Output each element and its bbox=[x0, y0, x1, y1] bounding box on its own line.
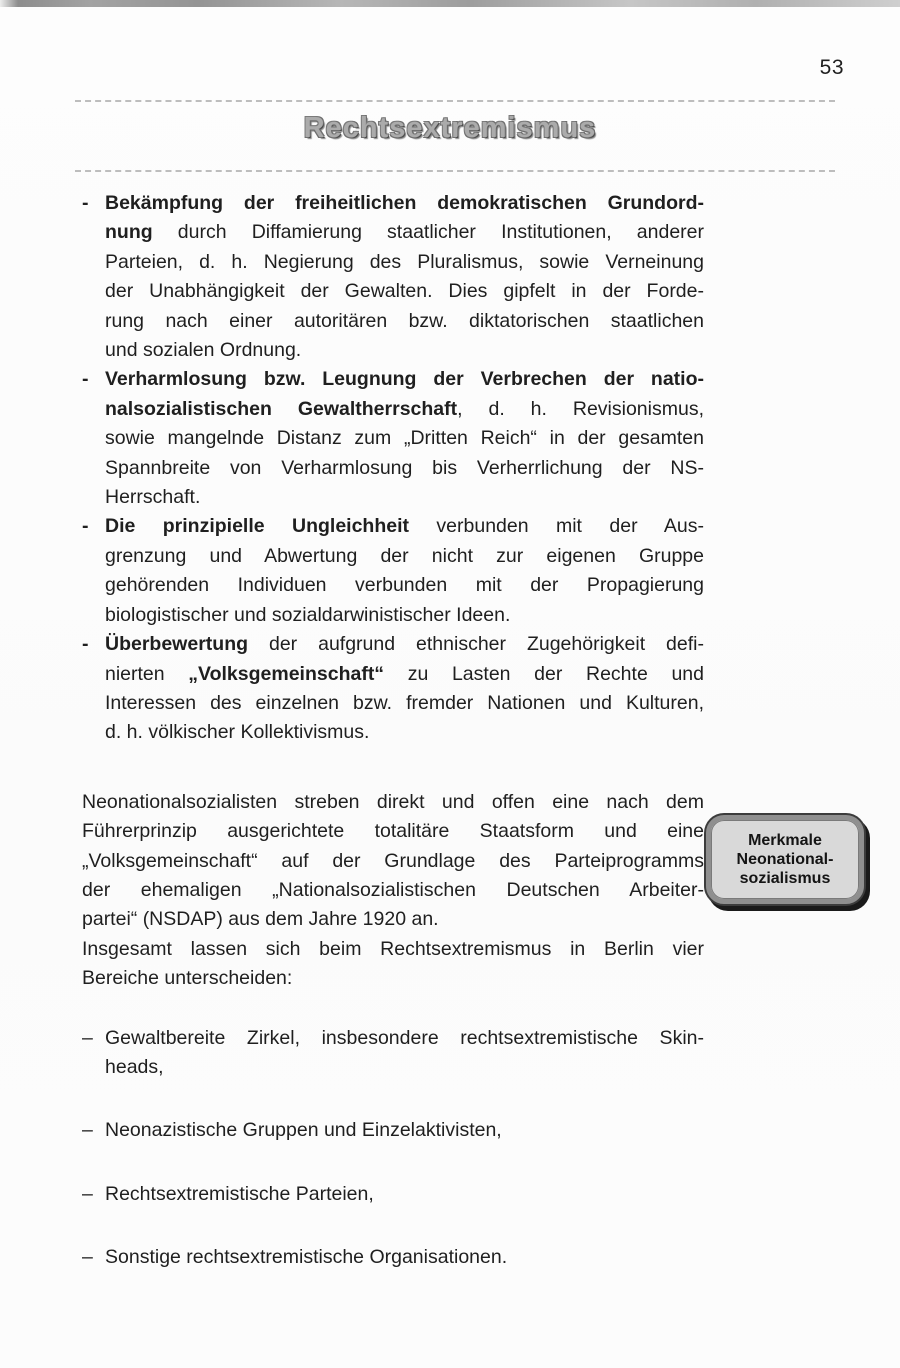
text-line: grenzung und Abwertung der nicht zur eigenen Gruppe bbox=[105, 544, 704, 567]
text-line: Neonazistische Gruppen und Einzelaktivisten, bbox=[105, 1119, 502, 1142]
text-line: Interessen des einzelnen bzw. fremder Nationen und Kulturen, bbox=[105, 691, 704, 714]
page-number: 53 bbox=[819, 56, 844, 79]
bullet-item bbox=[82, 512, 704, 630]
text-line: Herrschaft. bbox=[105, 486, 201, 509]
bullet-item bbox=[82, 630, 704, 748]
text-line: Sonstige rechtsextremistische Organisationen. bbox=[105, 1246, 508, 1269]
bullet-item bbox=[82, 365, 704, 512]
text-line: partei“ (NSDAP) aus dem Jahre 1920 an. bbox=[82, 908, 439, 931]
text-line: Bekämpfung der freiheitlichen demokratischen Grundord- bbox=[105, 192, 704, 214]
dash-item-marker: – bbox=[82, 1182, 93, 1205]
text-line: nalsozialistischen Gewaltherrschaft, d. h. Revisionismus, bbox=[105, 397, 704, 420]
paragraph bbox=[82, 935, 704, 994]
text-line: sowie mangelnde Distanz zum „Dritten Reich“ in der gesamten bbox=[105, 427, 704, 450]
dash-item bbox=[82, 1243, 704, 1272]
paragraphs-section bbox=[82, 788, 704, 994]
margin-note-box bbox=[706, 815, 864, 904]
document-body bbox=[82, 189, 704, 1273]
text-line: Insgesamt lassen sich beim Rechtsextremismus in Berlin vier bbox=[82, 937, 704, 960]
text-line: heads, bbox=[105, 1055, 164, 1078]
bullet-item-marker: - bbox=[82, 368, 89, 391]
text-line: biologistischer und sozialdarwinistischer Ideen. bbox=[105, 603, 511, 626]
dash-item bbox=[82, 1180, 704, 1209]
margin-note-line: sozialismus bbox=[739, 870, 831, 887]
text-line: d. h. völkischer Kollektivismus. bbox=[105, 721, 370, 744]
dashed-rule-top bbox=[75, 100, 835, 102]
dash-item-marker: – bbox=[82, 1026, 93, 1049]
dash-item-marker: – bbox=[82, 1246, 93, 1269]
dashed-rule-bottom bbox=[75, 170, 835, 172]
text-line: Gewaltbereite Zirkel, insbesondere rechtsextremistische Skin- bbox=[105, 1026, 704, 1049]
text-line: der ehemaligen „Nationalsozialistischen Deutschen Arbeiter- bbox=[82, 878, 704, 901]
margin-note-line: Merkmale bbox=[748, 832, 822, 849]
text-line: Rechtsextremistische Parteien, bbox=[105, 1182, 374, 1205]
text-line: der Unabhängigkeit der Gewalten. Dies gipfelt in der Forde- bbox=[105, 280, 704, 303]
text-line: „Volksgemeinschaft“ auf der Grundlage des Parteiprogramms bbox=[82, 849, 704, 872]
dash-item bbox=[82, 1024, 704, 1083]
text-line: Neonationalsozialisten streben direkt und offen eine nach dem bbox=[82, 790, 704, 813]
scan-edge-artifact bbox=[0, 0, 900, 7]
text-line: Die prinzipielle Ungleichheit verbunden mit der Aus- bbox=[105, 515, 704, 538]
text-line: rung nach einer autoritären bzw. diktatorischen staatlichen bbox=[105, 309, 704, 332]
text-line: nung durch Diffamierung staatlicher Institutionen, anderer bbox=[105, 221, 704, 244]
dash-list bbox=[82, 1024, 704, 1273]
text-line: Bereiche unterscheiden: bbox=[82, 967, 293, 990]
bullet-item bbox=[82, 189, 704, 365]
bullet-item-marker: - bbox=[82, 192, 89, 214]
text-line: Überbewertung der aufgrund ethnischer Zugehörigkeit defi- bbox=[105, 633, 704, 656]
text-line: Parteien, d. h. Negierung des Pluralismus, sowie Verneinung bbox=[105, 250, 704, 273]
text-line: Führerprinzip ausgerichtete totalitäre Staatsform und eine bbox=[82, 820, 704, 843]
dash-item bbox=[82, 1116, 704, 1145]
text-line: Verharmlosung bzw. Leugnung der Verbrechen der natio- bbox=[105, 368, 704, 391]
dash-item-marker: – bbox=[82, 1119, 93, 1142]
bullet-item-marker: - bbox=[82, 633, 89, 656]
page-title: Rechtsextremismus bbox=[303, 112, 597, 144]
margin-note-line: Neonational- bbox=[736, 851, 834, 868]
text-line: gehörenden Individuen verbunden mit der Propagierung bbox=[105, 574, 704, 597]
text-line: Spannbreite von Verharmlosung bis Verherrlichung der NS- bbox=[105, 456, 704, 479]
paragraph bbox=[82, 788, 704, 935]
text-line: nierten „Volksgemeinschaft“ zu Lasten der Rechte und bbox=[105, 662, 704, 685]
bullet-list bbox=[82, 189, 704, 748]
text-line: und sozialen Ordnung. bbox=[105, 339, 302, 362]
bullet-item-marker: - bbox=[82, 515, 89, 538]
